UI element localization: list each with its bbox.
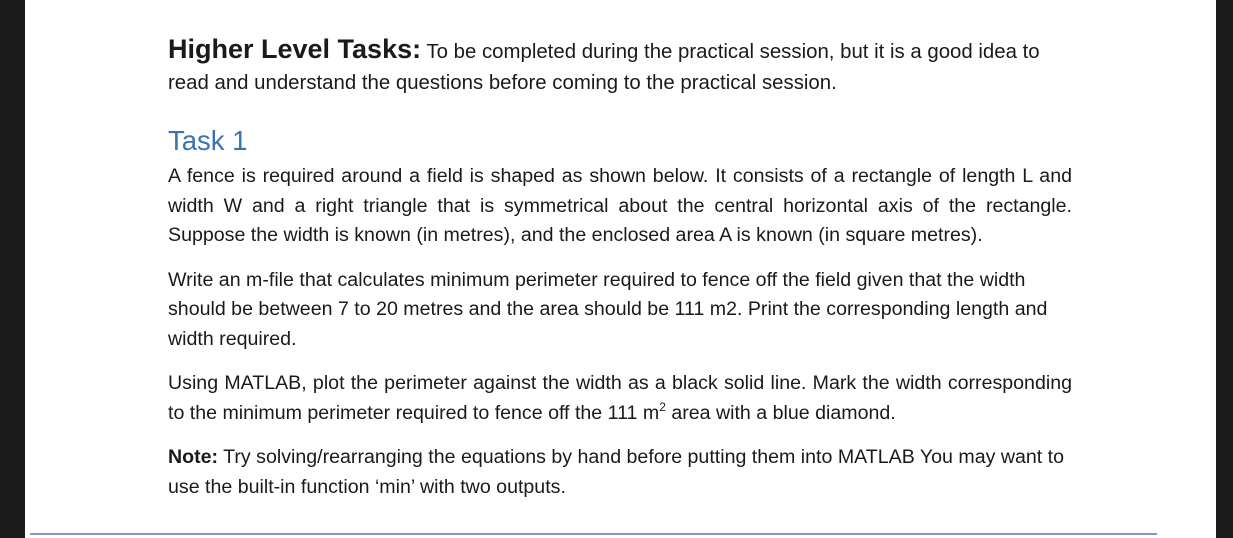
superscript-two: 2 (659, 399, 666, 414)
note-label: Note: (168, 446, 219, 468)
m-file-instruction-paragraph: Write an m-file that calculates minimum perimeter required to fence off the field given that the width should be between 7 to 20 metres and the area should be 111 m2. Print the corresponding length and width required. (168, 268, 1048, 350)
document-page (25, 0, 1216, 538)
note-text: Try solving/rearranging the equations by hand before putting them into MATLAB You may want to use the built-in function ‘min’ with two outputs. (168, 446, 1065, 498)
plot-instruction-text-end: area with a blue diamond. (665, 401, 896, 424)
task-heading: Task 1 (168, 125, 248, 156)
intro-text: To be completed during the practical session, but it is a good idea to read and understand the questions before coming to the practical session. (168, 41, 1040, 94)
intro-label: Higher Level Tasks: (168, 34, 422, 64)
plot-instruction-text: Using MATLAB, plot the perimeter against the width as a black solid line. Mark the width corresponding to the minimum perimeter required to fence off the 111 m (168, 372, 1072, 424)
plot-instruction-paragraph (168, 369, 1072, 428)
intro-paragraph (168, 34, 1072, 99)
fence-description-paragraph: A fence is required around a field is shaped as shown below. It consists of a rectangle of length L and width W and a right triangle that is symmetrical about the central horizontal axis of the rectangle. Suppose the width is known (in metres), and the enclosed area A is known (in square metres). (168, 165, 1072, 246)
document-body (168, 34, 1072, 517)
note-paragraph (168, 443, 1072, 502)
page-bottom-rule (30, 533, 1157, 535)
